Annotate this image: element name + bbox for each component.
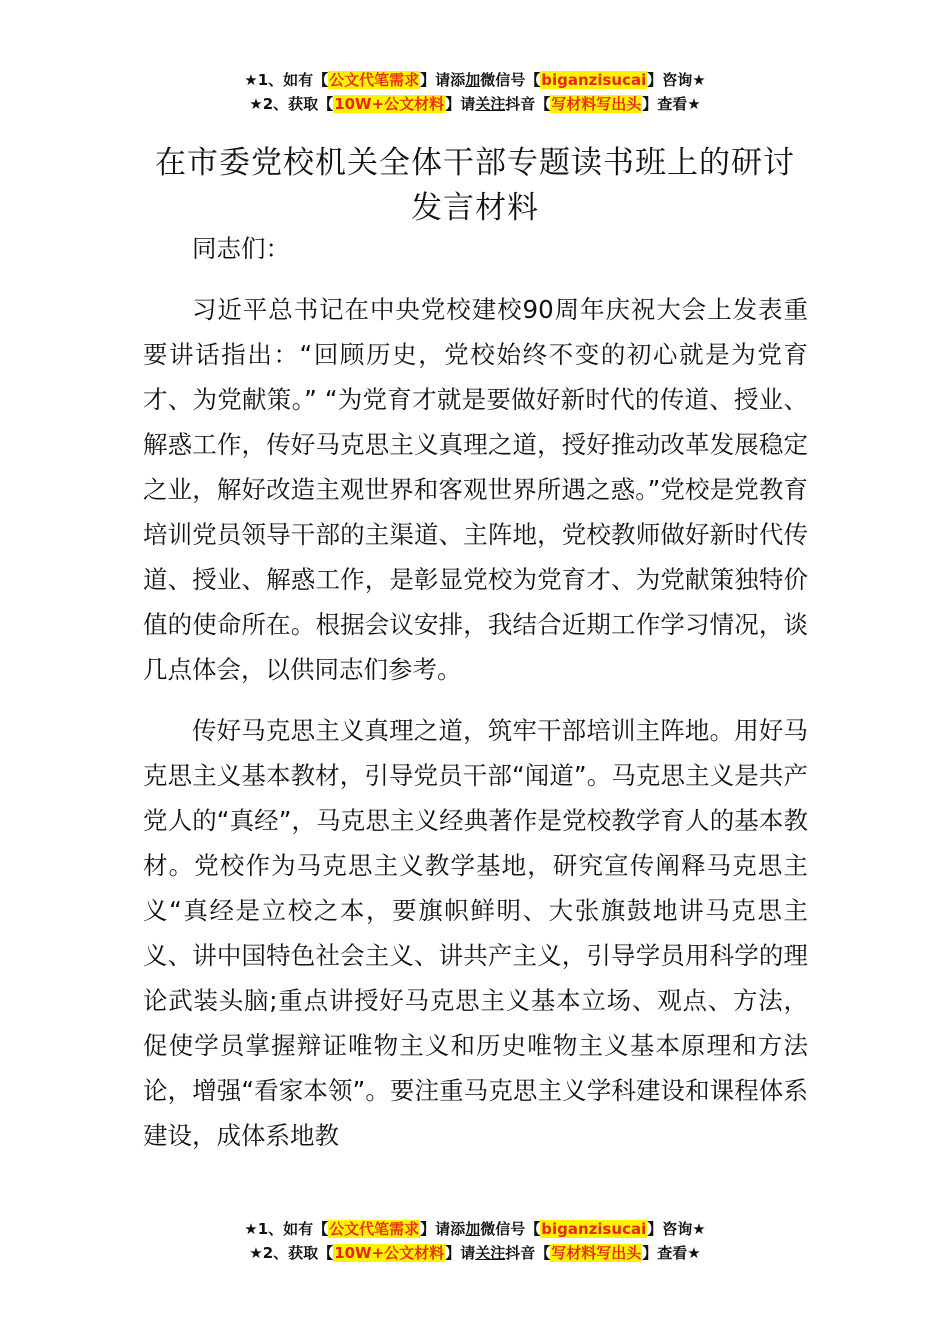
banner-line-1: [0, 1218, 950, 1242]
banner-text: 】请: [445, 1244, 476, 1262]
banner-text: 微信号【: [480, 1220, 541, 1238]
banner-underlined: 关注: [475, 1244, 506, 1262]
banner-text: 】请添: [420, 71, 466, 89]
banner-text: ★2、获取【: [249, 95, 334, 113]
banner-text: 】咨询★: [647, 71, 706, 89]
banner-text: 】咨询★: [647, 1220, 706, 1238]
banner-text: 微信号【: [480, 71, 541, 89]
banner-highlight: biganzisucai: [541, 1220, 647, 1238]
banner-text: 】查看★: [642, 1244, 701, 1262]
banner-highlight: 公文代笔需求: [329, 1220, 420, 1238]
banner-line-1: [0, 69, 950, 93]
banner-text: ★1、如有【: [244, 1220, 329, 1238]
banner-text: 】查看★: [642, 95, 701, 113]
paragraph: 传好马克思主义真理之道，筑牢干部培训主阵地。用好马克思主义基本教材，引导党员干部“闻道”。马克思主义是共产党人的“真经”，马克思主义经典著作是党校教学育人的基本教材。党校作为马克思主义教学基地，研究宣传阐释马克思主义“真经是立校之本，要旗帜鲜明、大张旗鼓地讲马克思主义、讲中国特色社会主义、讲共产主义，引导学员用科学的理论武装头脑;重点讲授好马克思主义基本立场、观点、方法，促使学员掌握辩证唯物主义和历史唯物主义基本原理和方法论，增强“看家本领”。要注重马克思主义学科建设和课程体系建设，成体系地教: [143, 716, 808, 1150]
banner-underlined: 加: [465, 71, 481, 89]
banner-line-2: [0, 1242, 950, 1266]
banner-underlined: 关注: [475, 95, 506, 113]
banner-text: 】请: [445, 95, 476, 113]
banner-line-2: [0, 93, 950, 117]
banner-highlight: 10W+公文材料: [334, 1244, 445, 1262]
banner-highlight: 写材料写出头: [551, 1244, 642, 1262]
banner-text: ★1、如有【: [244, 71, 329, 89]
banner-highlight: 写材料写出头: [551, 95, 642, 113]
banner-text: 抖音【: [505, 1244, 551, 1262]
salutation: 同志们：: [192, 234, 290, 263]
banner-text: ★2、获取【: [249, 1244, 334, 1262]
paragraph: 习近平总书记在中央党校建校90周年庆祝大会上发表重要讲话指出：“回顾历史，党校始终不变的初心就是为党育才、为党献策。” “为党育才就是要做好新时代的传道、授业、解惑工作，传好马克思主义真理之道，授好推动改革发展稳定之业，解好改造主观世界和客观世界所遇之惑。”党校是党教育培训党员领导干部的主渠道、主阵地，党校教师做好新时代传道、授业、解惑工作，是彰显党校为党育才、为党献策独特价值的使命所在。根据会议安排，我结合近期工作学习情况，谈几点体会，以供同志们参考。: [143, 295, 808, 684]
header-banner: [0, 69, 950, 117]
banner-highlight: 10W+公文材料: [334, 95, 445, 113]
banner-text: 】请添: [420, 1220, 466, 1238]
document-body: [143, 226, 808, 1174]
banner-highlight: biganzisucai: [541, 71, 647, 89]
banner-highlight: 公文代笔需求: [329, 71, 420, 89]
footer-banner: [0, 1218, 950, 1266]
banner-underlined: 加: [465, 1220, 481, 1238]
document-title: 在市委党校机关全体干部专题读书班上的研讨发言材料: [155, 144, 795, 226]
banner-text: 抖音【: [505, 95, 551, 113]
